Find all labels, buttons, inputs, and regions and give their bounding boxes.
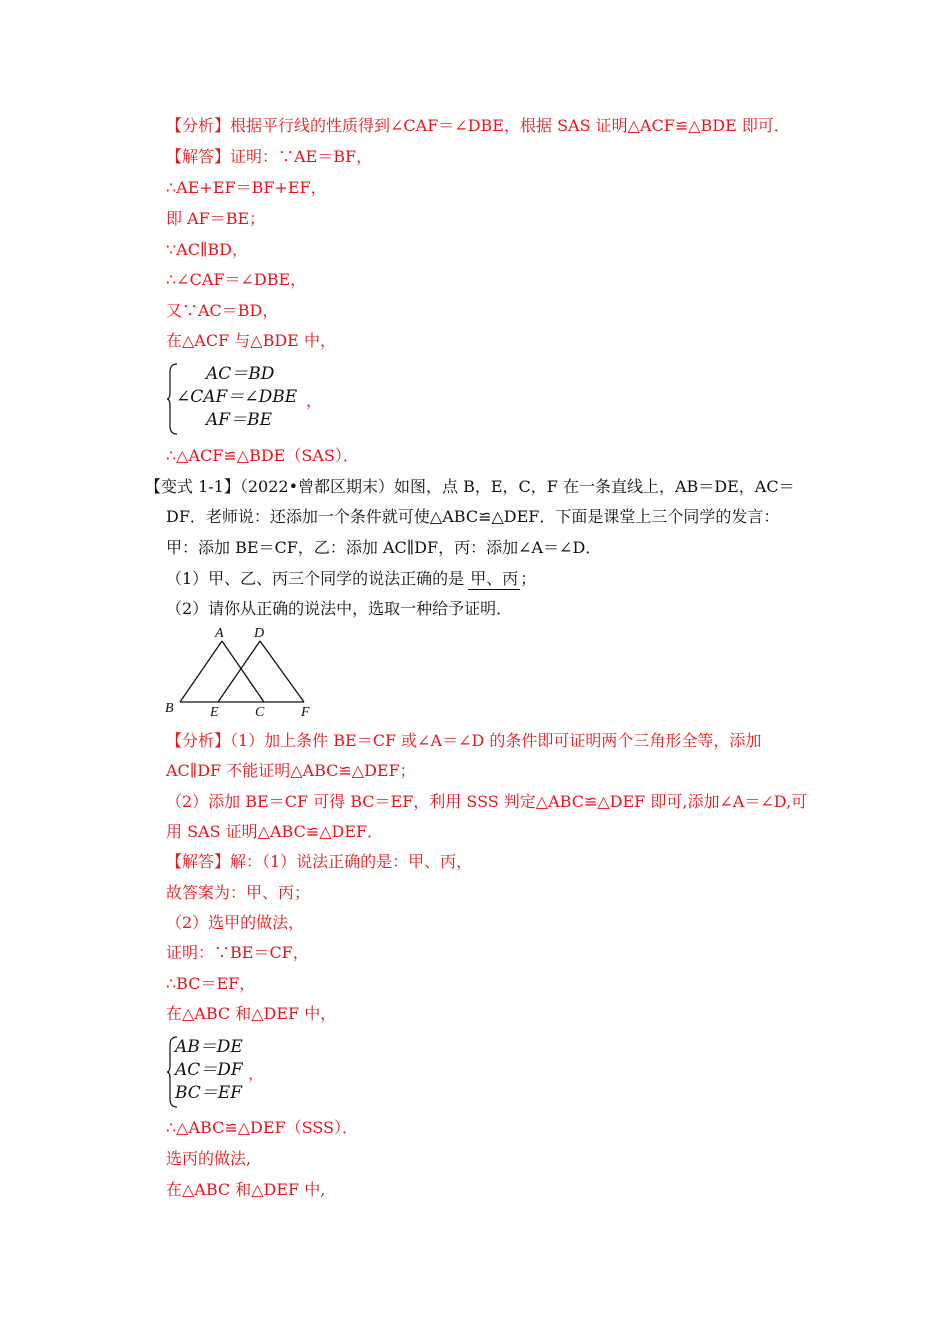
system-row: AF＝BE <box>206 410 272 430</box>
answer-line: 【解答】解：（1）说法正确的是：甲、丙， <box>166 852 473 871</box>
answer-line: 选丙的做法, <box>166 1149 252 1168</box>
label-d: D <box>254 626 265 641</box>
proof-line: ∴AE+EF＝BF+EF， <box>166 178 327 197</box>
analysis-line: （2）添加 BE＝CF 可得 BC＝EF，利用 SSS 判定△ABC≌△DEF 即可,添加∠A＝∠D,可 <box>166 792 808 811</box>
system-row: ∠CAF＝∠DBE <box>176 387 298 407</box>
segment-ac <box>222 641 264 702</box>
triangle-figure <box>162 624 322 720</box>
system-row: AC＝BD <box>206 364 275 384</box>
label-e: E <box>210 705 219 720</box>
conclusion-line: ∴△ACF≌△BDE（SAS）． <box>166 446 359 465</box>
analysis-line-1: 【分析】根据平行线的性质得到∠CAF＝∠DBE，根据 SAS 证明△ACF≌△BDE 即可． <box>166 116 790 135</box>
system-row: BC＝EF <box>175 1083 243 1103</box>
question-1-answer: 甲、丙 <box>470 569 519 588</box>
question-1-suffix: ； <box>520 569 537 588</box>
label-c: C <box>255 705 265 720</box>
problem-line-2: DF．老师说：还添加一个条件就可使△ABC≌△DEF．下面是课堂上三个同学的发言： <box>166 507 780 526</box>
proof-line: 在△ABC 和△DEF 中, <box>166 1180 326 1199</box>
system-row: AC＝DF <box>175 1060 243 1080</box>
system-suffix: ， <box>306 391 323 410</box>
question-2: （2）请你从正确的说法中，选取一种给予证明． <box>166 599 513 618</box>
answer-line-1: 【解答】证明：∵AE＝BF， <box>166 147 373 166</box>
proof-line: 又∵AC＝BD， <box>166 301 279 320</box>
system-suffix: ， <box>248 1064 265 1083</box>
equation-system-1 <box>166 362 366 436</box>
proof-line: 证明：∵BE＝CF， <box>166 943 309 962</box>
proof-line: 在△ACF 与△BDE 中， <box>166 331 336 350</box>
segment-ab <box>180 641 222 702</box>
equation-system-2 <box>166 1035 366 1109</box>
proof-line: 在△ABC 和△DEF 中， <box>166 1004 337 1023</box>
answer-line: （2）选甲的做法， <box>166 913 305 932</box>
answer-line: 故答案为：甲、丙； <box>166 883 311 902</box>
problem-line-1: 【变式 1-1】（2022•曾都区期末）如图，点 B，E，C，F 在一条直线上，AB＝DE，AC＝ <box>145 477 795 496</box>
proof-line: ∴BC＝EF， <box>166 974 256 993</box>
proof-line: ∴∠CAF＝∠DBE， <box>166 270 307 289</box>
proof-line: 即 AF＝BE； <box>166 209 266 228</box>
system-row: AB＝DE <box>175 1037 243 1057</box>
proof-line: ∵AC∥BD， <box>166 240 248 259</box>
segment-de <box>218 641 260 702</box>
question-1-text: （1）甲、乙、丙三个同学的说法正确的是 <box>166 569 465 588</box>
label-b: B <box>165 701 174 716</box>
problem-line-3: 甲：添加 BE＝CF，乙：添加 AC∥DF，丙：添加∠A＝∠D． <box>166 538 602 557</box>
question-1 <box>166 569 536 590</box>
label-a: A <box>215 626 224 641</box>
analysis-line: AC∥DF 不能证明△ABC≌△DEF； <box>166 761 416 780</box>
label-f: F <box>301 705 310 720</box>
conclusion-line: ∴△ABC≌△DEF（SSS）． <box>166 1118 358 1137</box>
segment-df <box>260 641 304 702</box>
analysis-line: 用 SAS 证明△ABC≌△DEF． <box>166 822 384 841</box>
analysis-line: 【分析】（1）加上条件 BE＝CF 或∠A＝∠D 的条件即可证明两个三角形全等，添加 <box>166 731 762 750</box>
